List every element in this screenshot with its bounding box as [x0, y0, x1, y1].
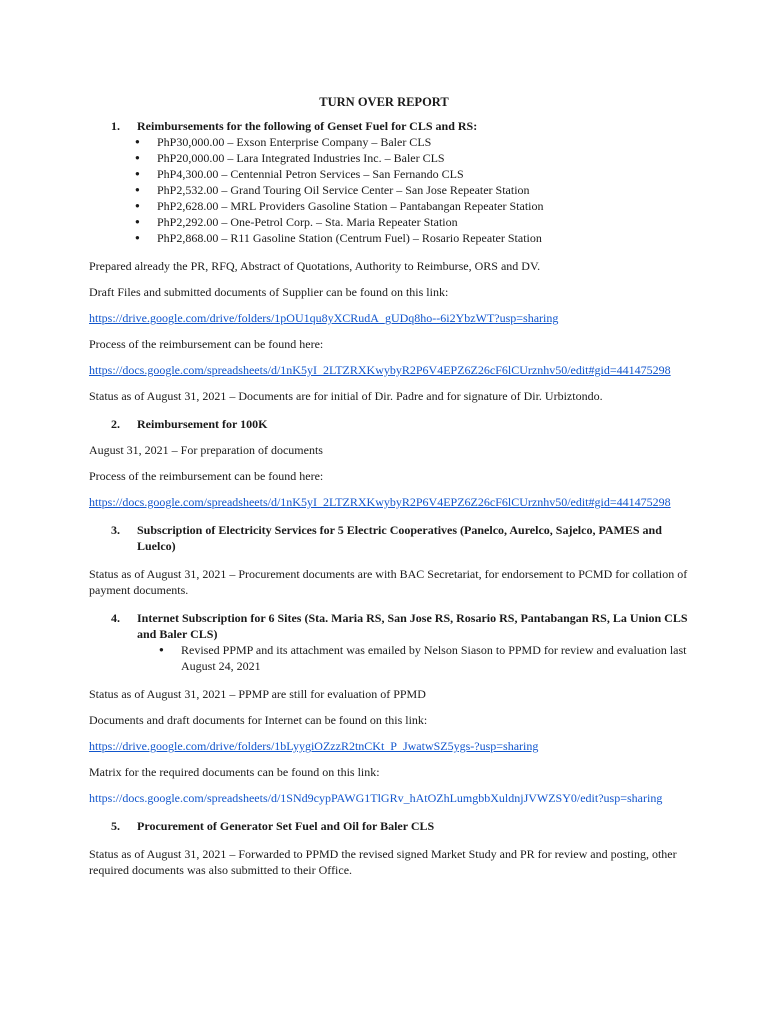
- section-1-prepared: Prepared already the PR, RFQ, Abstract of Quotations, Authority to Reimburse, ORS and DV.: [89, 259, 541, 273]
- section-1-status: Status as of August 31, 2021 – Documents are for initial of Dir. Padre and for signature of Dir. Urbiztondo.: [89, 389, 603, 403]
- list-item: ● PhP2,628.00 – MRL Providers Gasoline Station – Pantabangan Repeater Station: [135, 198, 689, 214]
- section-4-list: [89, 642, 689, 674]
- section-4-matrix-text: Matrix for the required documents can be found on this link:: [89, 765, 380, 779]
- section-4-heading: 4. Internet Subscription for 6 Sites (Sta. Maria RS, San Jose RS, Rosario RS, Pantabangan RS, La Union CLS and Baler CLS): [111, 611, 688, 641]
- draft-files-link[interactable]: https://drive.google.com/drive/folders/1pOU1qu8yXCRudA_gUDq8ho--6i2YbzWT?usp=sharing: [89, 311, 559, 325]
- section-3-status: Status as of August 31, 2021 – Procurement documents are with BAC Secretariat, for endorsement to PCMD for collation of payment documents.: [89, 567, 688, 597]
- section-5-status: Status as of August 31, 2021 – Forwarded to PPMD the revised signed Market Study and PR for review and posting, other required documents was also submitted to their Office.: [89, 847, 677, 877]
- list-item: ● PhP20,000.00 – Lara Integrated Industries Inc. – Baler CLS: [135, 150, 689, 166]
- section-4-docs-text: Documents and draft documents for Internet can be found on this link:: [89, 713, 428, 727]
- list-item: ● PhP30,000.00 – Exson Enterprise Company – Baler CLS: [135, 134, 689, 150]
- section-1-process-text: Process of the reimbursement can be found here:: [89, 337, 324, 351]
- list-item: ● PhP2,532.00 – Grand Touring Oil Service Center – San Jose Repeater Station: [135, 182, 689, 198]
- section-2-process-text: Process of the reimbursement can be found here:: [89, 469, 324, 483]
- section-5-heading: 5. Procurement of Generator Set Fuel and Oil for Baler CLS: [111, 819, 435, 833]
- section-1-draft-text: Draft Files and submitted documents of Supplier can be found on this link:: [89, 285, 449, 299]
- section-1-heading: 1. Reimbursements for the following of Genset Fuel for CLS and RS:: [111, 119, 478, 133]
- list-item: ● Revised PPMP and its attachment was emailed by Nelson Siason to PPMD for review and evaluation last August 24, 2021: [159, 642, 689, 674]
- section-1-list: [89, 134, 689, 246]
- section-3-heading: 3. Subscription of Electricity Services for 5 Electric Cooperatives (Panelco, Aurelco, Sajelco, PAMES and Luelco): [111, 523, 662, 553]
- section-2-heading: 2. Reimbursement for 100K: [111, 417, 268, 431]
- list-item: ● PhP4,300.00 – Centennial Petron Services – San Fernando CLS: [135, 166, 689, 182]
- list-item: ● PhP2,868.00 – R11 Gasoline Station (Centrum Fuel) – Rosario Repeater Station: [135, 230, 689, 246]
- reimbursement-100k-process-link[interactable]: https://docs.google.com/spreadsheets/d/1nK5yI_2LTZRXKwybyR2P6V4EPZ6Z26cF6lCUrznhv50/edit#gid=441475298: [89, 495, 671, 509]
- internet-docs-link[interactable]: https://drive.google.com/drive/folders/1bLyygiOZzzR2tnCKt_P_JwatwSZ5ygs-?usp=sharing: [89, 739, 539, 753]
- document-body: [89, 118, 689, 878]
- list-item: ● PhP2,292.00 – One-Petrol Corp. – Sta. Maria Repeater Station: [135, 214, 689, 230]
- matrix-docs-link[interactable]: https://docs.google.com/spreadsheets/d/1SNd9cypPAWG1TlGRv_hAtOZhLumgbbXuldnjJVWZSY0/edit?usp=sharing: [89, 791, 663, 805]
- section-4-status: Status as of August 31, 2021 – PPMP are still for evaluation of PPMD: [89, 687, 426, 701]
- section-2-status: August 31, 2021 – For preparation of documents: [89, 443, 323, 457]
- page-title: TURN OVER REPORT: [319, 95, 449, 109]
- reimbursement-process-link[interactable]: https://docs.google.com/spreadsheets/d/1nK5yI_2LTZRXKwybyR2P6V4EPZ6Z26cF6lCUrznhv50/edit#gid=441475298: [89, 363, 671, 377]
